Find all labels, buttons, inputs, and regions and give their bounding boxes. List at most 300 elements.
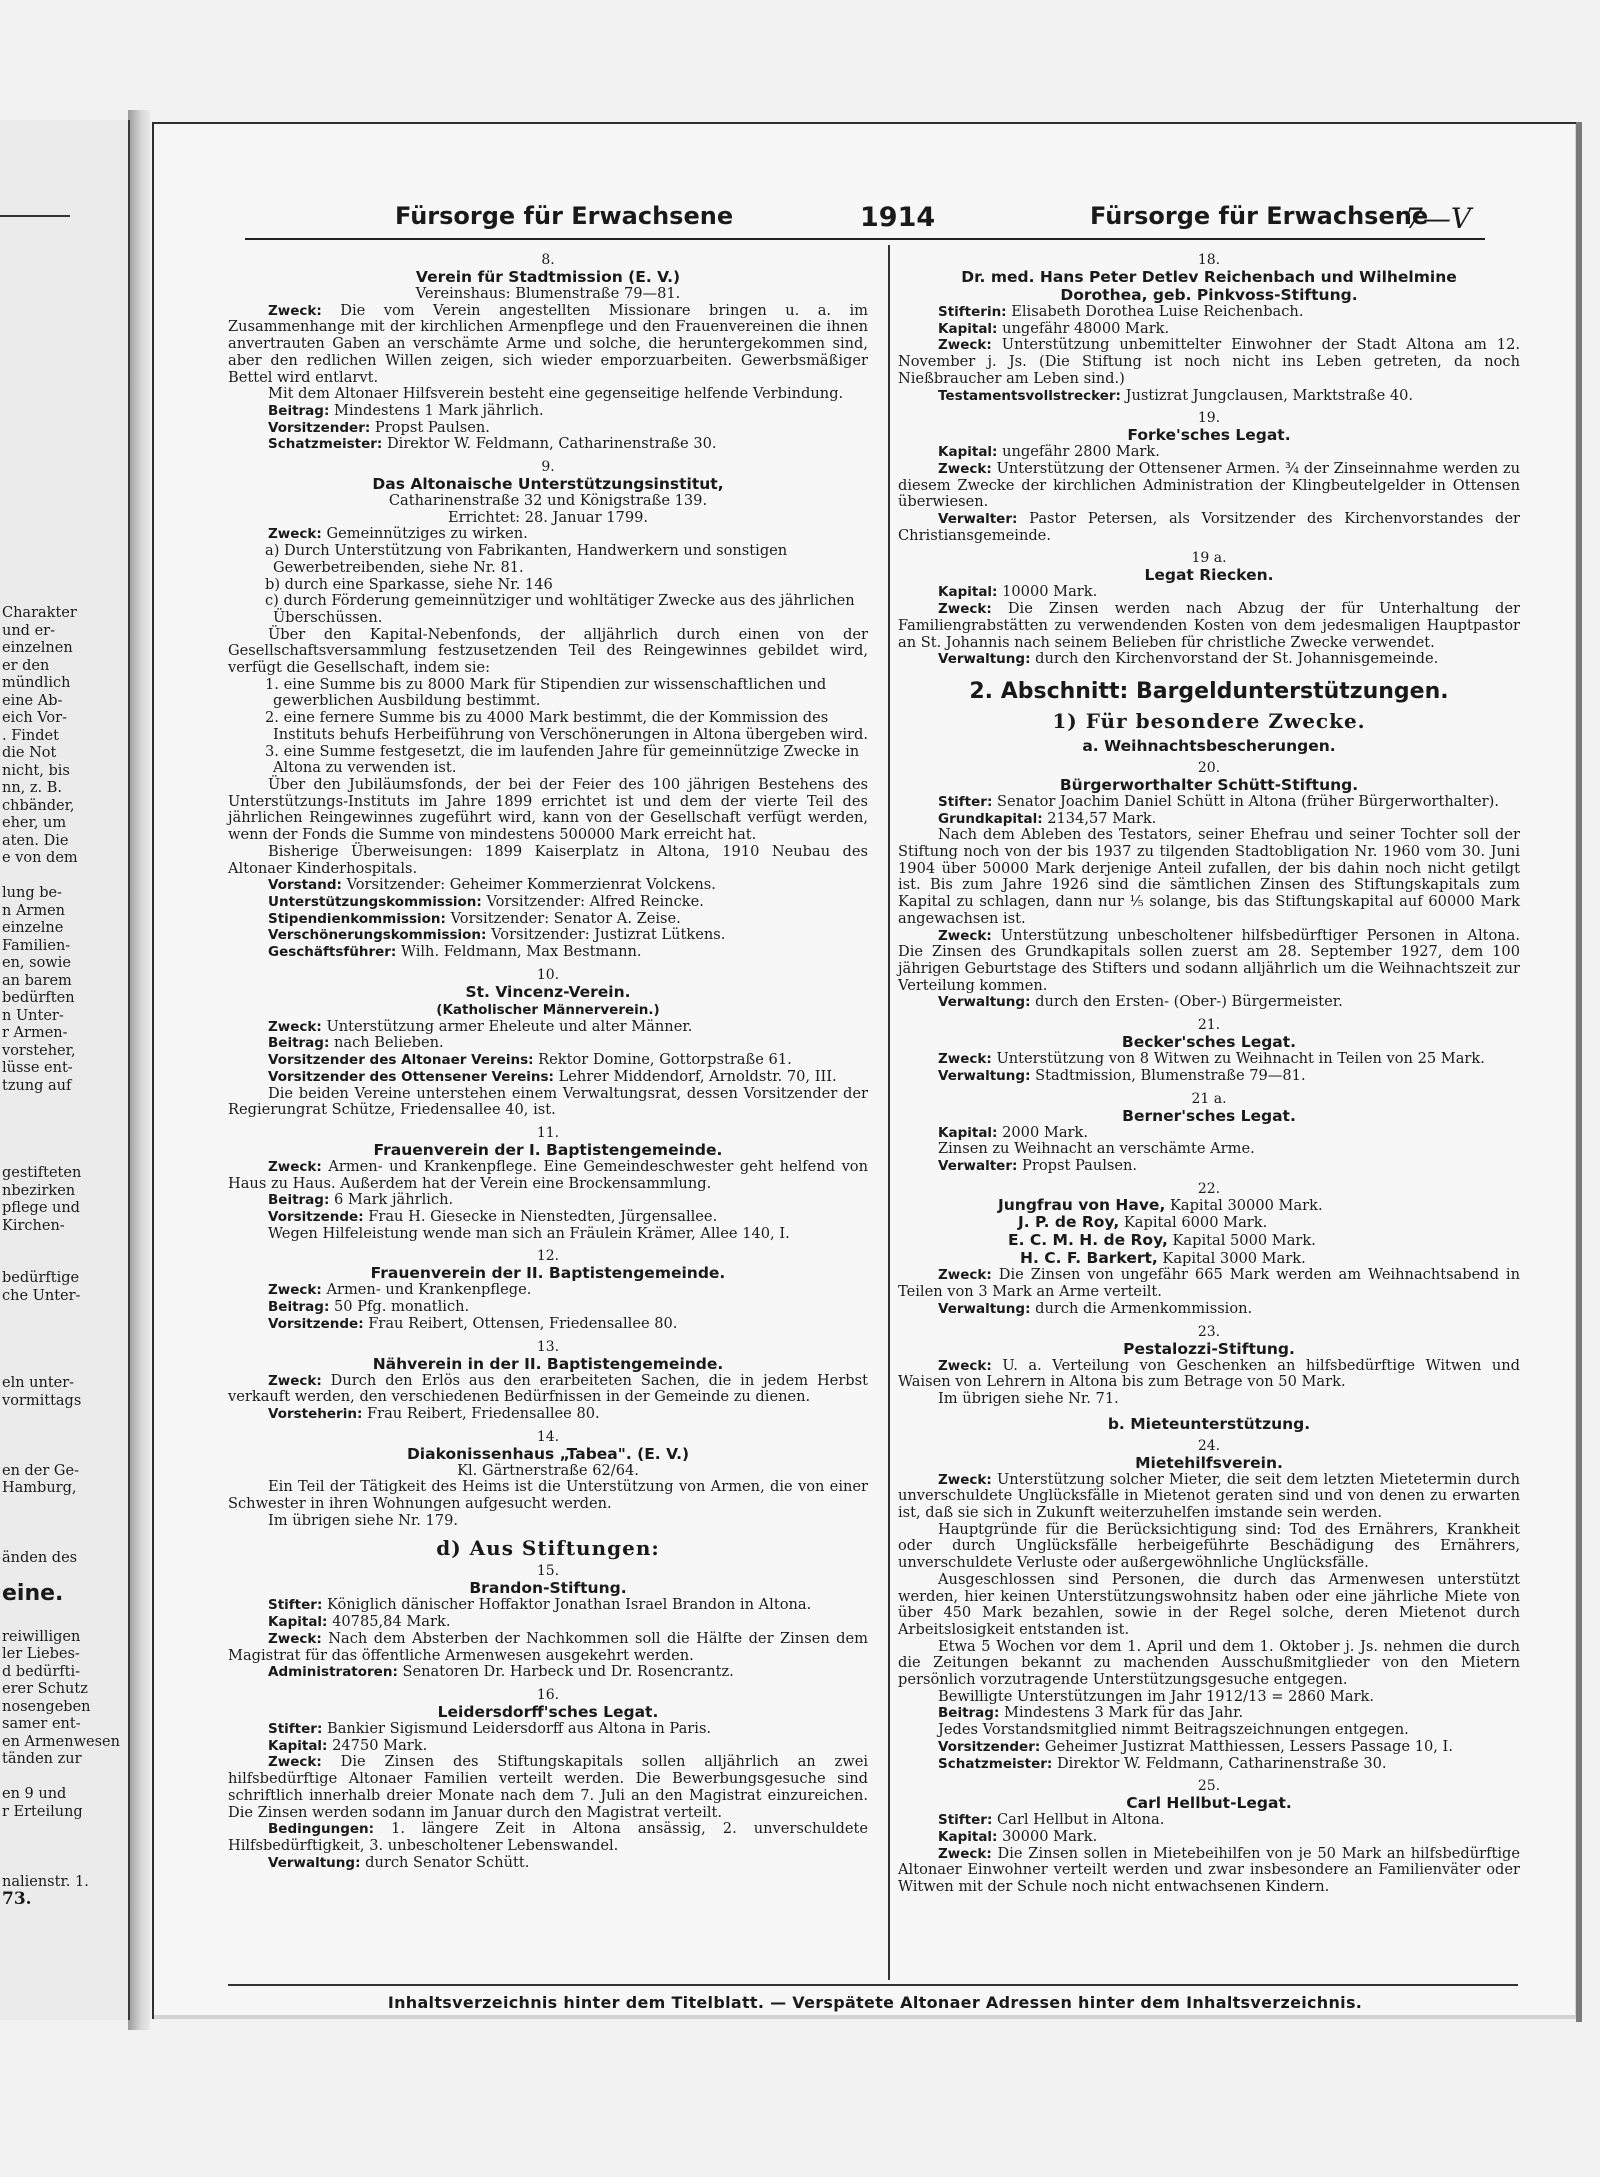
label-beitrag: Beitrag:: [268, 402, 330, 419]
page-edge: [1576, 122, 1582, 2022]
entry-chair: [228, 1406, 868, 1423]
entry-chair: [228, 1052, 868, 1069]
entry-administration: [898, 994, 1520, 1011]
chair-text: Lehrer Middendorf, Arnoldstr. 70, III.: [558, 1067, 837, 1085]
entry-title: Becker'sches Legat.: [1121, 1033, 1297, 1052]
previous-page-fragment: lüsse ent-: [2, 1060, 73, 1076]
page-number: 7—V: [1405, 202, 1472, 235]
entry-committee: [228, 927, 868, 944]
entry-address: Kl. Gärtnerstraße 62/64.: [457, 1461, 639, 1479]
footer-rule: [228, 1984, 1518, 1986]
previous-page-fragment: eine.: [2, 1581, 64, 1606]
label-verwaltung: Verwaltung:: [938, 1067, 1031, 1084]
left-column: [228, 252, 868, 1877]
entry-treasurer: [228, 436, 868, 453]
chair-text: Frau Reibert, Ottensen, Friedensallee 80.: [368, 1314, 678, 1332]
previous-page-fragment: pflege und: [2, 1200, 80, 1216]
entry-fee: [228, 1299, 868, 1316]
chair-text: Frau Reibert, Friedensallee 80.: [367, 1404, 600, 1422]
previous-page-fragment: nbezirken: [2, 1182, 76, 1199]
previous-page-fragment: en Armenwesen: [2, 1733, 120, 1750]
legacy-row: [898, 1214, 1520, 1232]
board-text: Vorsitzender: Geheimer Kommerzienrat Volckens.: [346, 876, 716, 894]
entry-capital: [228, 1614, 868, 1631]
label-kapital: Kapital:: [938, 1124, 998, 1141]
label-executor: Testamentsvollstrecker:: [938, 387, 1121, 404]
page-header: [245, 198, 1485, 240]
previous-page-fragment: en, sowie: [2, 955, 71, 971]
entry-founder: [898, 1812, 1520, 1829]
section-heading: d) Aus Stiftungen:: [436, 1536, 660, 1561]
administrator-text: Pastor Petersen, als Vorsitzender des Kirchenvorstandes der Christiansgemeinde.: [898, 510, 1521, 544]
committee-text: Vorsitzender: Alfred Reincke.: [486, 892, 704, 910]
previous-page-fragment: nicht, bis: [2, 762, 70, 779]
label-grundkapital: Grundkapital:: [938, 810, 1043, 827]
previous-page-fragment: mündlich: [2, 675, 71, 691]
founder-text: Königlich dänischer Hoffaktor Jonathan Israel Brandon in Altona.: [326, 1596, 812, 1614]
label-zweck: Zweck:: [938, 337, 992, 354]
purpose-text: Armen- und Krankenpflege. Eine Gemeindeschwester geht helfend von Haus zu Haus. Außerdem hat der Verein eine Brockensammlung.: [228, 1157, 868, 1192]
entry-title: Dr. med. Hans Peter Detlev Reichenbach und Wilhelmine: [961, 268, 1457, 286]
entry-21: [898, 1017, 1520, 1084]
purpose-text: U. a. Verteilung von Geschenken an hilfsbedürftige Witwen und Waisen von Lehrern in Altona bis zum Betrage von 50 Mark.: [898, 1356, 1521, 1391]
label-vorsitzender: Vorsitzender:: [268, 419, 371, 436]
previous-page-fragment: er den: [2, 657, 50, 674]
entry-number: 13.: [536, 1338, 560, 1355]
entry-chair: [228, 420, 868, 437]
entry-number: 21 a.: [1191, 1090, 1227, 1107]
label-vorstand: Vorstand:: [268, 877, 342, 894]
entry-capital: [898, 811, 1520, 828]
label-committee: Stipendienkommission:: [268, 910, 446, 927]
legacy-capital: Kapital 6000 Mark.: [1123, 1214, 1268, 1232]
entry-number: 18.: [1197, 252, 1221, 268]
previous-page-strip: [0, 120, 130, 2020]
label-zweck: Zweck:: [268, 1630, 322, 1647]
entry-paragraph: Über den Jubiläumsfonds, der bei der Feier des 100 jährigen Bestehens des Unterstützungs-Instituts im Jahre 1899 errichtet ist und dem der vierte Teil des jährlichen Reingewinnes zugeführt wird, kann von der Gesellschaft verfügt werden, wenn der Fonds die Summe von mindestens 500000 Mark erreicht hat.: [228, 775, 868, 844]
purpose-text: Unterstützung armer Eheleute und alter Männer.: [326, 1017, 693, 1035]
entry-purpose: [898, 928, 1520, 995]
entry-paragraph: Über den Kapital-Nebenfonds, der alljährlich durch einen von der Gesellschaftsversammlung festzusetzenden Teil des Reingewinnes gebildet wird, verfügt die Gesellschaft, indem sie:: [228, 625, 868, 677]
label-kapital: Kapital:: [938, 584, 998, 601]
list-item: 3. eine Summe festgesetzt, die im laufenden Jahre für gemeinnützige Zwecke in Altona zu verwenden ist.: [265, 742, 860, 777]
entry-fee: [898, 1705, 1520, 1722]
previous-page-fragment: vormittags: [2, 1392, 82, 1409]
entry-paragraph: Nach dem Ableben des Testators, seiner Ehefrau und seiner Tochter soll der Stiftung noch von der bis 1937 zu tilgenden Stadtobligation Nr. 1960 vom 30. Juni 1904 über 50000 Mark derjenige Anteil zufallen, der bis dahin noch nicht getilgt ist. Bis zum Jahre 1926 sind die sämtlichen Zinsen des Stiftungskapitals zum Kapital zu schlagen, dann nur ⅕ solange, bis das Stiftungskapital auf 60000 Mark angewachsen ist.: [898, 826, 1520, 927]
legacy-row: [898, 1250, 1520, 1268]
entry-purpose: [898, 1846, 1520, 1896]
entry-purpose: [228, 1754, 868, 1821]
entry-purpose: [898, 1358, 1520, 1391]
label-beitrag: Beitrag:: [938, 1705, 1000, 1722]
administration-text: durch den Kirchenvorstand der St. Johannisgemeinde.: [1035, 650, 1439, 668]
previous-page-fragment: die Not: [2, 745, 57, 761]
list-item: 1. eine Summe bis zu 8000 Mark für Stipendien zur wissenschaftlichen und gewerblichen Ausbildung bestimmt.: [265, 675, 827, 710]
label-stifter: Stifter:: [268, 1597, 323, 1614]
entry-title: Verein für Stadtmission (E. V.): [415, 268, 681, 286]
previous-page-fragment: eher, um: [2, 815, 67, 831]
previous-page-fragment: Charakter: [2, 605, 77, 621]
list-item: a) Durch Unterstützung von Fabrikanten, Handwerkern und sonstigen Gewerbetreibenden, siehe Nr. 81.: [265, 542, 788, 576]
previous-page-fragment: n Unter-: [2, 1007, 64, 1024]
entry-number: 11.: [536, 1124, 560, 1141]
list-item: 2. eine fernere Summe bis zu 4000 Mark bestimmt, die der Kommission des Instituts behufs Herbeiführung von Verschönerungen in Altona übergeben wird.: [265, 709, 869, 743]
label-beitrag: Beitrag:: [268, 1299, 330, 1316]
entry-capital: [898, 1125, 1520, 1142]
entry-treasurer: [898, 1756, 1520, 1773]
entry-19a: [898, 550, 1520, 668]
header-left-title: Fürsorge für Erwachsene: [395, 202, 734, 230]
label-vorsitzender: Vorsitzender des Ottensener Vereins:: [268, 1068, 554, 1085]
previous-page-fragment: einzelnen: [2, 640, 73, 656]
entry-number: 19.: [1197, 410, 1221, 427]
previous-page-rule: [0, 215, 70, 217]
entry-12: [228, 1248, 868, 1332]
capital-text: 10000 Mark.: [1002, 583, 1098, 601]
entry-address: Vereinshaus: Blumenstraße 79—81.: [415, 285, 681, 302]
entry-number: 16.: [536, 1687, 560, 1703]
entry-21a: [898, 1091, 1520, 1175]
label-administratoren: Administratoren:: [268, 1664, 398, 1681]
purpose-text: Die Zinsen des Stiftungskapitals sollen alljährlich an zwei hilfsbedürftige Altonaer Familien verteilt werden. Die Bewerbungsgesuche sind schriftlich innerhalb dreier Monate nach dem 7. Juli an den Magistrat einzureichen. Die Zinsen werden sodann im Januar durch den Magistrat verteilt.: [228, 1753, 869, 1821]
entry-10: [228, 967, 868, 1119]
entry-title: Leidersdorff'sches Legat.: [437, 1703, 659, 1721]
previous-page-fragment: Hamburg,: [2, 1480, 77, 1496]
fee-text: 50 Pfg. monatlich.: [334, 1298, 470, 1316]
entry-founder: [228, 1597, 868, 1614]
subsection-heading: a. Weihnachtsbescherungen.: [1082, 736, 1336, 755]
capital-text: ungefähr 48000 Mark.: [1002, 319, 1170, 337]
entry-title: Frauenverein der I. Baptistengemeinde.: [373, 1140, 723, 1159]
entry-title-cont: Dorothea, geb. Pinkvoss-Stiftung.: [1060, 286, 1358, 304]
founder-text: Bankier Sigismund Leidersdorff aus Altona in Paris.: [326, 1720, 712, 1737]
entry-16: [228, 1687, 868, 1871]
entry-fee: [228, 403, 868, 420]
label-beitrag: Beitrag:: [268, 1035, 330, 1052]
entry-number: 14.: [536, 1428, 560, 1445]
previous-page-fragment: ler Liebes-: [2, 1646, 80, 1662]
entry-paragraph: Ein Teil der Tätigkeit des Heims ist die Unterstützung von Armen, die von einer Schwester in ihren Wohnungen aufgesucht werden.: [228, 1478, 868, 1513]
entry-14: [228, 1429, 868, 1530]
entry-capital: [898, 1829, 1520, 1846]
label-stifter: Stifter:: [938, 793, 993, 810]
label-zweck: Zweck:: [938, 1357, 992, 1374]
label-zweck: Zweck:: [938, 601, 992, 618]
previous-page-fragment: erer Schutz: [2, 1681, 88, 1697]
capital-text: 2134,57 Mark.: [1047, 809, 1157, 827]
list-item: b) durch eine Sparkasse, siehe Nr. 146: [265, 575, 553, 593]
label-vorsitzender: Vorsitzender des Altonaer Vereins:: [268, 1052, 534, 1069]
administration-text: durch den Ersten- (Ober-) Bürgermeister.: [1035, 993, 1343, 1011]
label-manager: Geschäftsführer:: [268, 944, 397, 961]
label-verwalter: Verwalter:: [938, 511, 1018, 528]
previous-page-fragment: nosengeben: [2, 1698, 91, 1715]
legacy-capital: Kapital 30000 Mark.: [1169, 1196, 1323, 1214]
entry-capital: [898, 584, 1520, 601]
label-zweck: Zweck:: [938, 1471, 992, 1488]
capital-text: 40785,84 Mark.: [332, 1613, 451, 1631]
entry-number: 20.: [1197, 759, 1221, 776]
previous-page-fragment: chbänder,: [2, 797, 75, 814]
previous-page-fragment: e von dem: [2, 850, 78, 866]
entry-capital: [898, 444, 1520, 461]
entry-13: [228, 1339, 868, 1423]
label-zweck: Zweck:: [938, 460, 992, 477]
previous-page-fragment: tzung auf: [2, 1077, 72, 1094]
label-zweck: Zweck:: [268, 1018, 322, 1035]
entry-title: Nähverein in der II. Baptistengemeinde.: [372, 1354, 724, 1373]
entry-fee: [228, 1192, 868, 1209]
entry-purpose: [898, 461, 1520, 511]
entry-title: Bürgerworthalter Schütt-Stiftung.: [1059, 775, 1359, 794]
label-committee: Verschönerungskommission:: [268, 927, 487, 944]
legacy-name: J. P. de Roy,: [1018, 1213, 1120, 1232]
previous-page-fragment: eine Ab-: [2, 692, 63, 709]
entry-title: Carl Hellbut-Legat.: [1126, 1794, 1292, 1813]
entry-paragraph: Ausgeschlossen sind Personen, die durch das Armenwesen unterstützt werden, hier keinen Unterstützungswohnsitz haben oder eine jährliche Miete von über 450 Mark bezahlen, sowie in der Regel solche, deren Mietenot durch Arbeitslosigkeit entstanden ist.: [898, 1570, 1520, 1638]
label-schatzmeister: Schatzmeister:: [938, 1755, 1053, 1772]
entry-9: [228, 459, 868, 961]
entry-11: [228, 1125, 868, 1243]
entry-title: Diakonissenhaus „Tabea". (E. V.): [406, 1444, 690, 1463]
previous-page-fragment: bedürften: [2, 990, 75, 1006]
entry-administration: [898, 651, 1520, 668]
chapter-heading: 2. Abschnitt: Bargeldunterstützungen.: [969, 678, 1449, 704]
previous-page-fragment: nn, z. B.: [2, 780, 63, 796]
entry-22: [898, 1181, 1520, 1318]
entry-administration: [898, 1301, 1520, 1318]
previous-page-fragment: n Armen: [2, 902, 66, 919]
entry-founder: [228, 1721, 868, 1738]
label-stifter: Stifter:: [938, 1812, 993, 1829]
label-zweck: Zweck:: [938, 1845, 992, 1862]
entry-purpose: [228, 1631, 868, 1664]
purpose-text: Unterstützung von 8 Witwen zu Weihnacht in Teilen von 25 Mark.: [996, 1050, 1485, 1068]
previous-page-fragment: bedürftige: [2, 1270, 80, 1286]
previous-page-fragment: 73.: [2, 1889, 32, 1909]
entry-title: St. Vincenz-Verein.: [465, 982, 631, 1001]
previous-page-fragment: an barem: [2, 972, 72, 989]
label-zweck: Zweck:: [938, 1267, 992, 1284]
entry-paragraph: Zinsen zu Weihnacht an verschämte Arme.: [938, 1140, 1255, 1158]
entry-number: 24.: [1197, 1437, 1221, 1454]
entry-number: 15.: [536, 1563, 560, 1580]
label-zweck: Zweck:: [268, 526, 322, 543]
label-verwalter: Verwalter:: [938, 1157, 1018, 1174]
admin-text: Senatoren Dr. Harbeck und Dr. Rosencrantz.: [402, 1663, 734, 1681]
entry-paragraph: Bisherige Überweisungen: 1899 Kaiserplatz in Altona, 1910 Neubau des Altonaer Kinderhospitals.: [228, 842, 868, 877]
entry-administrator: [898, 1158, 1520, 1175]
committee-text: Vorsitzender: Justizrat Lütkens.: [491, 926, 726, 944]
label-beitrag: Beitrag:: [268, 1192, 330, 1209]
entry-capital: [898, 321, 1520, 338]
purpose-text: Gemeinnütziges zu wirken.: [326, 525, 528, 543]
label-zweck: Zweck:: [938, 927, 992, 944]
label-kapital: Kapital:: [938, 1829, 998, 1845]
label-committee: Unterstützungskommission:: [268, 893, 482, 910]
label-zweck: Zweck:: [938, 1051, 992, 1068]
entry-paragraph: Die beiden Vereine unterstehen einem Verwaltungsrat, dessen Vorsitzender der Regierungrat Schütze, Friedensallee 40, ist.: [228, 1084, 868, 1119]
label-zweck: Zweck:: [268, 1282, 322, 1299]
previous-page-fragment: änden des: [2, 1550, 78, 1566]
fee-text: Mindestens 1 Mark jährlich.: [334, 401, 544, 419]
entry-purpose: [898, 1267, 1520, 1300]
label-kapital: Kapital:: [938, 444, 998, 461]
previous-page-fragment: Kirchen-: [2, 1217, 65, 1234]
previous-page-fragment: eln unter-: [2, 1375, 75, 1391]
previous-page-fragment: reiwilligen: [2, 1628, 81, 1645]
entry-administrator: [898, 511, 1520, 544]
purpose-text: Unterstützung solcher Mieter, die seit dem letzten Mietetermin durch unverschuldete Unglücksfälle in Mietenot geraten sind und von denen zu erwarten ist, daß sie sich in Zukunft weiterzuhelfen imstande sein werden.: [898, 1470, 1520, 1522]
entry-chair: [228, 1209, 868, 1226]
previous-page-fragment: und er-: [2, 622, 55, 639]
entry-committee: [228, 911, 868, 928]
entry-number: 10.: [536, 966, 560, 983]
entry-title: Berner'sches Legat.: [1122, 1106, 1296, 1125]
label-vorsitzende: Vorsitzende:: [268, 1315, 364, 1332]
entry-23: [898, 1324, 1520, 1408]
fee-text: nach Belieben.: [334, 1034, 444, 1052]
label-stifterin: Stifterin:: [938, 304, 1007, 320]
manager-text: Wilh. Feldmann, Max Bestmann.: [400, 943, 642, 961]
label-vorsitzender: Vorsitzender:: [938, 1738, 1041, 1755]
administration-text: durch die Armenkommission.: [1035, 1299, 1253, 1317]
entry-title: Brandon-Stiftung.: [469, 1579, 627, 1598]
previous-page-fragment: nalienstr. 1.: [2, 1873, 89, 1890]
founder-text: Senator Joachim Daniel Schütt in Altona (früher Bürgerworthalter).: [996, 792, 1499, 810]
chair-text: Frau H. Giesecke in Nienstedten, Jürgensallee.: [368, 1208, 718, 1226]
previous-page-fragment: che Unter-: [2, 1287, 81, 1304]
entry-19: [898, 410, 1520, 544]
entry-title: Das Altonaische Unterstützungsinstitut,: [372, 475, 724, 494]
legacy-row: [898, 1197, 1520, 1215]
page-footer: Inhaltsverzeichnis hinter dem Titelblatt. — Verspätete Altonaer Adressen hinter dem Inhaltsverzeichnis.: [387, 1993, 1363, 2012]
label-zweck: Zweck:: [268, 1158, 322, 1175]
label-zweck: Zweck:: [268, 302, 322, 319]
book-gutter: [128, 110, 150, 2030]
previous-page-fragment: d bedürfti-: [2, 1663, 81, 1680]
capital-text: 2000 Mark.: [1002, 1123, 1088, 1141]
header-right-title: Fürsorge für Erwachsene: [1090, 202, 1429, 230]
entry-paragraph: Im übrigen siehe Nr. 71.: [938, 1389, 1119, 1407]
entry-board: [228, 877, 868, 894]
previous-page-fragment: Familien-: [2, 937, 71, 954]
previous-page-fragment: en 9 und: [2, 1786, 67, 1802]
purpose-text: Armen- und Krankenpflege.: [326, 1281, 532, 1299]
entry-chair: [898, 1739, 1520, 1756]
label-zweck: Zweck:: [268, 1372, 322, 1389]
previous-page-fragment: aten. Die: [2, 832, 69, 849]
founder-text: Carl Hellbut in Altona.: [996, 1811, 1165, 1829]
right-column: [898, 252, 1520, 1902]
label-verwaltung: Verwaltung:: [268, 1854, 361, 1871]
subsection-heading: b. Mieteunterstützung.: [1107, 1414, 1311, 1433]
legacy-capital: Kapital 5000 Mark.: [1172, 1232, 1316, 1250]
entry-title: Legat Riecken.: [1144, 566, 1274, 585]
entry-founder: [898, 794, 1520, 811]
fee-text: 6 Mark jährlich.: [334, 1191, 454, 1209]
entry-administration: [228, 1855, 868, 1872]
label-stifter: Stifter:: [268, 1721, 323, 1737]
entry-paragraph: Im übrigen siehe Nr. 179.: [268, 1511, 459, 1529]
entry-title: Pestalozzi-Stiftung.: [1123, 1339, 1295, 1358]
administrator-text: Propst Paulsen.: [1022, 1156, 1138, 1174]
entry-purpose: [228, 1373, 868, 1406]
capital-text: 30000 Mark.: [1002, 1828, 1098, 1845]
legacy-name: E. C. M. H. de Roy,: [1008, 1231, 1168, 1250]
entry-number: 22.: [1197, 1180, 1221, 1197]
label-bedingungen: Bedingungen:: [268, 1821, 375, 1838]
previous-page-fragment: r Erteilung: [2, 1803, 83, 1820]
entry-conditions: [228, 1821, 868, 1854]
purpose-text: Durch den Erlös aus den erarbeiteten Sachen, die in jedem Herbst verkauft werden, den verschiedenen Bedürfnissen in der Gemeinde zu dienen.: [228, 1371, 868, 1406]
legacy-name: H. C. F. Barkert,: [1020, 1248, 1158, 1267]
section-heading: 1) Für besondere Zwecke.: [1052, 708, 1366, 733]
administration-text: Stadtmission, Blumenstraße 79—81.: [1035, 1066, 1306, 1084]
entry-number: 23.: [1197, 1323, 1221, 1340]
entry-number: 19 a.: [1191, 550, 1227, 567]
entry-purpose: [228, 526, 868, 543]
column-divider: [888, 245, 890, 1980]
entry-paragraph: Mit dem Altonaer Hilfsverein besteht eine gegenseitige helfende Verbindung.: [268, 385, 844, 403]
label-verwaltung: Verwaltung:: [938, 1300, 1031, 1317]
entry-title: Mietehilfsverein.: [1135, 1453, 1283, 1472]
entry-purpose: [228, 1019, 868, 1036]
entry-manager: [228, 944, 868, 961]
entry-25: [898, 1778, 1520, 1896]
purpose-text: Nach dem Absterben der Nachkommen soll die Hälfte der Zinsen dem Magistrat für das öffentliche Armenwesen ausgekehrt werden.: [228, 1629, 869, 1664]
entry-purpose: [228, 1159, 868, 1192]
entry-purpose: [228, 1282, 868, 1299]
label-schatzmeister: Schatzmeister:: [268, 436, 383, 453]
chair-text: Rektor Domine, Gottorpstraße 61.: [538, 1051, 792, 1069]
previous-page-fragment: eich Vor-: [2, 710, 67, 726]
capital-text: 24750 Mark.: [332, 1736, 428, 1754]
previous-page-fragment: en der Ge-: [2, 1462, 79, 1479]
chair-text: Propst Paulsen.: [374, 418, 490, 436]
treasurer-text: Direktor W. Feldmann, Catharinenstraße 30.: [386, 435, 717, 453]
administration-text: durch Senator Schütt.: [365, 1853, 530, 1871]
label-verwaltung: Verwaltung:: [938, 994, 1031, 1011]
entry-address: Catharinenstraße 32 und Königstraße 139.: [388, 492, 708, 510]
entry-18: [898, 252, 1520, 404]
entry-founded: Errichtet: 28. Januar 1799.: [447, 508, 649, 526]
label-zweck: Zweck:: [268, 1754, 322, 1771]
entry-number: 21.: [1197, 1017, 1221, 1034]
entry-subtitle: (Katholischer Männerverein.): [436, 1001, 660, 1018]
purpose-text: Unterstützung unbemittelter Einwohner der Stadt Altona am 12. November j. Js. (Die Stiftung ist noch nicht ins Leben getreten, da noch Nießbraucher am Leben sind.): [898, 336, 1520, 387]
entry-committee: [228, 894, 868, 911]
committee-text: Vorsitzender: Senator A. Zeise.: [450, 909, 681, 927]
purpose-text: Die Zinsen werden nach Abzug der für Unterhaltung der Familiengrabstätten zu verwendenden Kosten von dem jedesmaligen Hauptpastor an St. Johannis nach seinem Belieben für christliche Zwecke verwendet.: [898, 600, 1520, 651]
label-kapital: Kapital:: [938, 320, 998, 337]
purpose-text: Die vom Verein angestellten Missionare bringen u. a. im Zusammenhange mit der kirchlichen Armenpflege und den Frauenvereinen die ihnen anvertrauten Gaben an verschämte Arme und solche, die heruntergekommen sind, aber den redlichen Willen zeigen, sich wieder emporzuarbeiten. Gewerbsmäßiger Bettel wird entlarvt.: [228, 301, 868, 386]
purpose-text: Die Zinsen sollen in Mietebeihilfen von je 50 Mark an hilfsbedürftige Altonaer Einwohner verteilt werden und zwar insbesondere an Familienväter oder Witwen mit der Schule noch nicht entwachsenen Kindern.: [898, 1844, 1520, 1896]
conditions-text: 1. längere Zeit in Altona ansässig, 2. unverschuldete Hilfsbedürftigkeit, 3. unbescholtener Lebenswandel.: [228, 1820, 868, 1854]
entry-purpose: [898, 1051, 1520, 1068]
executor-text: Justizrat Jungclausen, Marktstraße 40.: [1125, 386, 1414, 404]
entry-number: 12.: [536, 1248, 560, 1265]
entry-title: Forke'sches Legat.: [1127, 426, 1291, 445]
entry-number: 8.: [541, 252, 555, 268]
previous-page-fragment: r Armen-: [2, 1025, 68, 1041]
entry-administration: [898, 1068, 1520, 1085]
entry-number: 9.: [541, 459, 555, 476]
entry-paragraph: Wegen Hilfeleistung wende man sich an Fräulein Krämer, Allee 140, I.: [268, 1224, 790, 1242]
previous-page-fragment: lung be-: [2, 885, 62, 901]
label-vorsitzende: Vorsitzende:: [268, 1209, 364, 1226]
previous-page-fragment: einzelne: [2, 920, 64, 936]
